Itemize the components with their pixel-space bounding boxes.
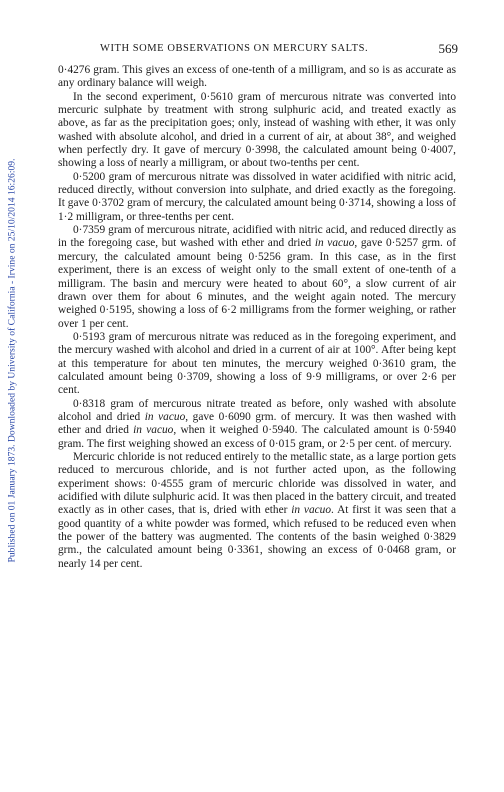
paragraph [58, 224, 456, 331]
paragraph-text: . At first it was seen that a good quantity of a white powder was formed, which refused to be reduced even when the power of the battery was augmented. The contents of the basin weighed 0·3829 grm., the calculated amount being 0·3361, showing an excess of 0·0468 gram, or nearly 14 per cent. [58, 504, 457, 570]
paragraph-text: 0·5193 gram of mercurous nitrate was reduced as in the foregoing experiment, and the mercury washed with alcohol and dried in a current of air at 100°. After being kept at this temperature for about ten minutes, the mercury weighed 0·3610 gram, the calculated amount being 0·3709, showing a loss of 9·9 milligrams, or over 2·6 per cent. [58, 330, 456, 397]
page-number: 569 [438, 41, 458, 56]
page-header [58, 41, 458, 57]
paragraph [58, 91, 456, 171]
paragraph [58, 331, 456, 398]
paragraph-text: 0·7359 gram of mercurous nitrate, acidified with nitric acid, and reduced directly as in the foregoing case, but washed with ether and dried [58, 224, 456, 250]
paragraph-text: , gave 0·6090 grm. of mercury. It was then washed with ether and dried [58, 410, 456, 437]
paragraph-text: In the second experiment, 0·5610 gram of mercurous nitrate was converted into mercuric sulphate by treatment with strong sulphuric acid, and treated exactly as above, as far as the precipitation goes; only, instead of washing with ether, it was only washed with absolute alcohol, and dried in a current of air, at about 38°, and weighed when perfectly dry. It gave of mercury 0·3998, the calculated amount being 0·4007, showing a loss of nearly a milligram, or about two-tenths per cent. [58, 90, 456, 170]
paragraph [58, 171, 456, 224]
paragraph [58, 451, 456, 571]
running-head: WITH SOME OBSERVATIONS ON MERCURY SALTS. [100, 43, 369, 54]
italic-term: in vacuo [144, 410, 186, 423]
paragraph-text: 0·4276 gram. This gives an excess of one-tenth of a milligram, and so is as accurate as any ordinary balance will weigh. [58, 64, 456, 90]
paragraph-text: , gave 0·5257 grm. of mercury, the calculated amount being 0·5256 gram. In this case, as in the first experiment, there is an excess of weight only to the small extent of one-tenth of a milligram. The basin and mercury were heated to about 60°, a slow current of air drawn over them for about 6 minutes, and the weight again noted. The mercury weighed 0·5195, showing a loss of 6·2 milligrams from the former weighing, or rather over 1 per cent. [58, 237, 456, 330]
download-watermark-margin [2, 60, 22, 660]
italic-term: in vacuo [133, 424, 174, 437]
paragraph [58, 398, 456, 451]
paragraph [58, 64, 456, 91]
download-watermark[interactable]: Published on 01 January 1873. Downloaded by University of California - Irvine on 25/10/2014 16:26:09. [6, 158, 18, 562]
paragraph-text: 0·8318 gram of mercurous nitrate treated as before, only washed with absolute alcohol and dried [58, 397, 456, 423]
article-body [58, 64, 456, 571]
paragraph-text: Mercuric chloride is not reduced entirely to the metallic state, as a large portion gets reduced to mercurous chloride, and is not further acted upon, as the following experiment shows: 0·4555 gram of mercuric chloride was dissolved in water, and acidified with dilute sulphuric acid. It was then placed in the battery circuit, and treated exactly as in other cases, that is, dried with ether [58, 450, 456, 517]
paragraph-text: , when it weighed 0·5940. The calculated amount is 0·5940 gram. The first weighing showed an excess of 0·015 gram, or 2·5 per cent. of mercury. [58, 424, 456, 450]
italic-term: in vacuo [291, 504, 332, 517]
paragraph-text: 0·5200 gram of mercurous nitrate was dissolved in water acidified with nitric acid, reduced directly, without conversion into sulphate, and dried exactly as the foregoing. It gave 0·3702 gram of mercury, the calculated amount being 0·3714, showing a loss of 1·2 milligram, or three-tenths per cent. [58, 170, 456, 223]
italic-term: in vacuo [314, 237, 355, 250]
